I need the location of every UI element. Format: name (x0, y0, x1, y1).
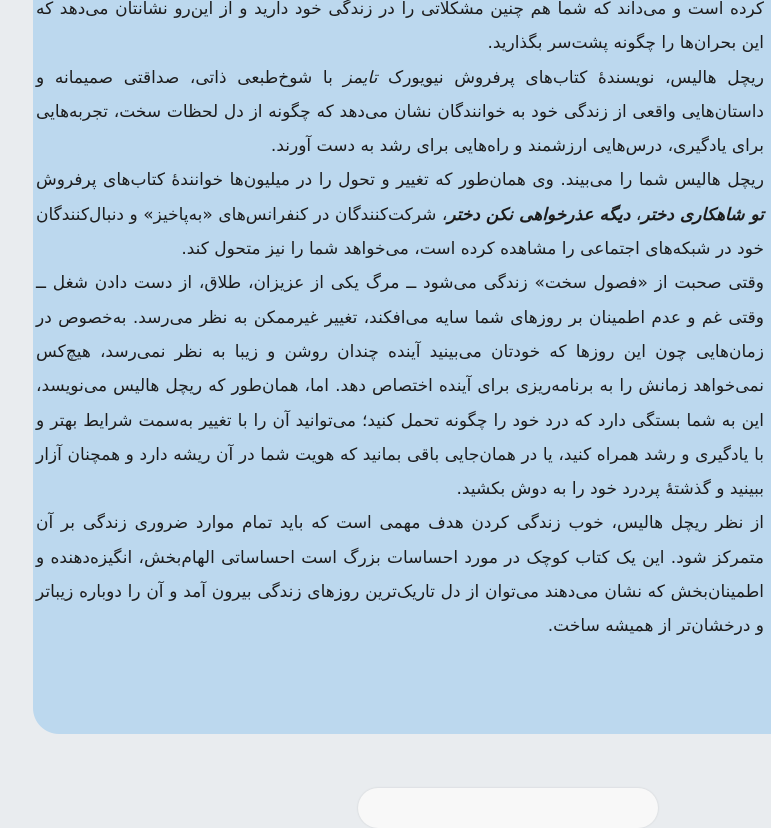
paragraph-text: وقتی صحبت از «فصول سخت» زندگی می‌شود ــ مرگ یکی از عزیزان، طلاق، از دست دادن شغل ــ وقتی غم و عدم اطمینان بر روزهای شما سایه می‌افکند، تغییر غیرممکن به نظر می‌رسد. به‌خصوص در زمان‌هایی چون این روزها که خودتان می‌بینید آینده چندان روشن و زیبا به نظر نمی‌رسد، هیچ‌کس نمی‌خواهد زمانش را به برنامه‌ریزی برای آینده اختصاص دهد. اما، همان‌طور که ریچل هالیس می‌نویسد، این به شما بستگی دارد که درد خود را چگونه تحمل کنید؛ می‌توانید آن را با تغییر به‌سمت شرایط بهتر و با یادگیری و رشد همراه کنید، یا در همان‌جایی باقی بمانید که هویت شما در آن ریشه دارد و همچنان آزار ببینید و گذشتهٔ پردرد خود را به دوش بکشید. (36, 273, 764, 500)
paragraph-author-intro (36, 61, 764, 164)
back-cover-text (36, 0, 764, 644)
book-title-2: دیگه عذرخواهی نکن دختر (447, 204, 631, 225)
paragraph-author-sees-you (36, 163, 764, 266)
paragraph-text: با شوخ‌طبعی ذاتی، صداقتی صمیمانه و داستان‌هایی واقعی از زندگی خود به خوانندگان نشان می‌دهد که چگونه از دل لحظات سخت، تجربه‌هایی برای یادگیری، درس‌هایی ارزشمند و راه‌هایی برای رشد به دست آورند. (36, 67, 764, 157)
paragraph-text: ریچل هالیس شما را می‌بیند. وی همان‌طور که تغییر و تحول را در میلیون‌ها خوانندهٔ کتاب‌های پرفروش (36, 170, 764, 191)
barcode-card-edge (358, 788, 658, 828)
emphasis-times: تایمز (343, 67, 378, 88)
separator-text: ، (630, 204, 642, 225)
paragraph-text: از نظر ریچل هالیس، خوب زندگی کردن هدف مهمی است که باید تمام موارد ضروری زندگی بر آن متمرکز شود. این یک کتاب کوچک در مورد احساسات بزرگ است احساساتی الهام‌بخش، انگیزه‌دهنده و اطمینان‌بخش که نشان می‌دهند می‌توان از دل تاریک‌ترین روزهای زندگی بیرون آمد و آن را دوباره زیباتر و درخشان‌تر از همیشه ساخت. (36, 513, 764, 637)
paragraph-text: کرده است و می‌داند که شما هم چنین مشکلاتی را در زندگی خود دارید و از این‌رو نشانتان می‌دهد که این بحران‌ها را چگونه پشت‌سر بگذارید. (36, 0, 764, 54)
paragraph-intro-continued (36, 0, 764, 61)
paragraph-text: ریچل هالیس، نویسندهٔ کتاب‌های پرفروش نیویورک (377, 67, 764, 88)
paragraph-living-well (36, 506, 764, 643)
book-title-1: تو شاهکاری دختر (641, 204, 765, 225)
paragraph-text: ، شرکت‌کنندگان در کنفرانس‌های «به‌پاخیز» و دنبال‌کنندگان خود در شبکه‌های اجتماعی را مشاهده کرده است، می‌خواهد شما را نیز متحول کند. (36, 204, 764, 260)
paragraph-hard-seasons (36, 266, 764, 506)
